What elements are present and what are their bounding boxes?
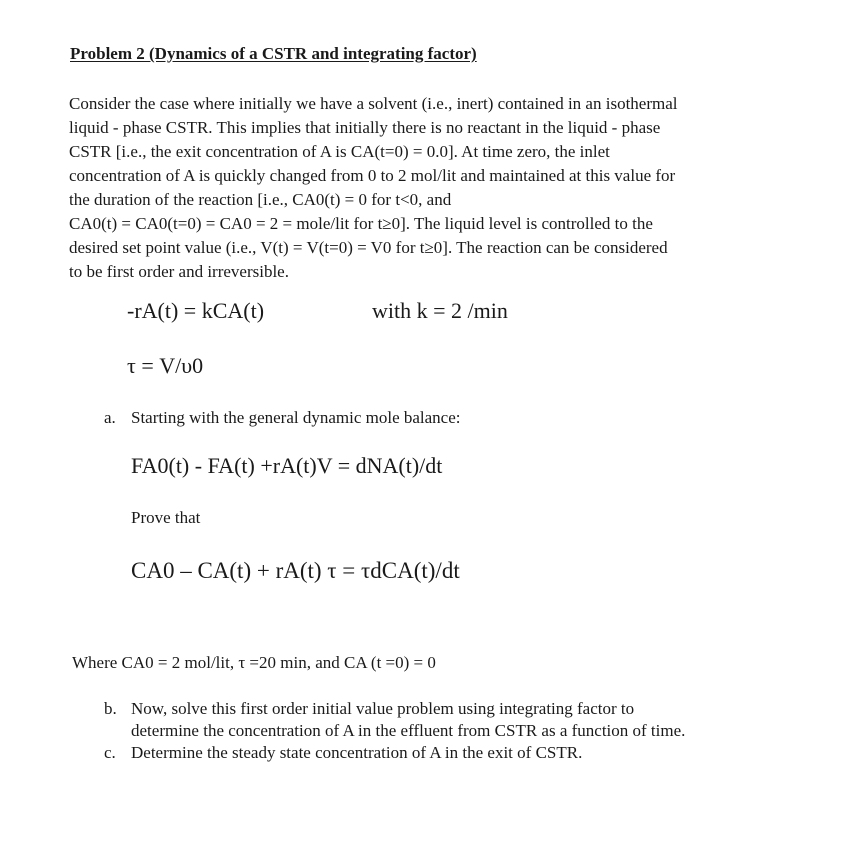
item-a-marker: a. [104,408,116,427]
intro-line: desired set point value (i.e., V(t) = V(t=0) = V0 for t≥0]. The reaction can be considered [69,238,668,257]
item-b-marker: b. [104,699,117,718]
intro-paragraph [69,92,809,284]
item-b-line: Now, solve this first order initial value problem using integrating factor to [131,699,635,718]
item-b-line: determine the concentration of A in the effluent from CSTR as a function of time. [131,721,686,740]
prove-text: Prove that [131,508,201,527]
rate-law-equation: -rA(t) = kCA(t) [127,298,265,323]
intro-line: Consider the case where initially we have a solvent (i.e., inert) contained in an isothermal [69,94,678,113]
item-c-marker: c. [104,743,116,762]
tau-equation: τ = V/υ0 [127,353,204,378]
intro-line: the duration of the reaction [i.e., CA0(t) = 0 for t<0, and [69,190,452,209]
list-item-c [104,742,824,764]
question-list [104,698,824,764]
rate-constant-equation: with k = 2 /min [372,298,508,323]
where-text: Where CA0 = 2 mol/lit, τ =20 min, and CA (t =0) = 0 [72,653,436,672]
intro-line: concentration of A is quickly changed from 0 to 2 mol/lit and maintained at this value for [69,166,676,185]
mole-balance-equation: FA0(t) - FA(t) +rA(t)V = dNA(t)/dt [131,453,443,478]
result-equation: CA0 – CA(t) + rA(t) τ = τdCA(t)/dt [131,558,460,583]
item-c-line: Determine the steady state concentration of A in the exit of CSTR. [131,743,583,762]
intro-line: to be first order and irreversible. [69,262,289,281]
problem-title: Problem 2 (Dynamics of a CSTR and integrating factor) [70,44,477,63]
list-item-b [104,698,824,742]
intro-line: CSTR [i.e., the exit concentration of A is CA(t=0) = 0.0]. At time zero, the inlet [69,142,610,161]
item-a-text: Starting with the general dynamic mole balance: [131,408,461,427]
intro-line: CA0(t) = CA0(t=0) = CA0 = 2 = mole/lit for t≥0]. The liquid level is controlled to the [69,214,653,233]
intro-line: liquid - phase CSTR. This implies that initially there is no reactant in the liquid - phase [69,118,661,137]
